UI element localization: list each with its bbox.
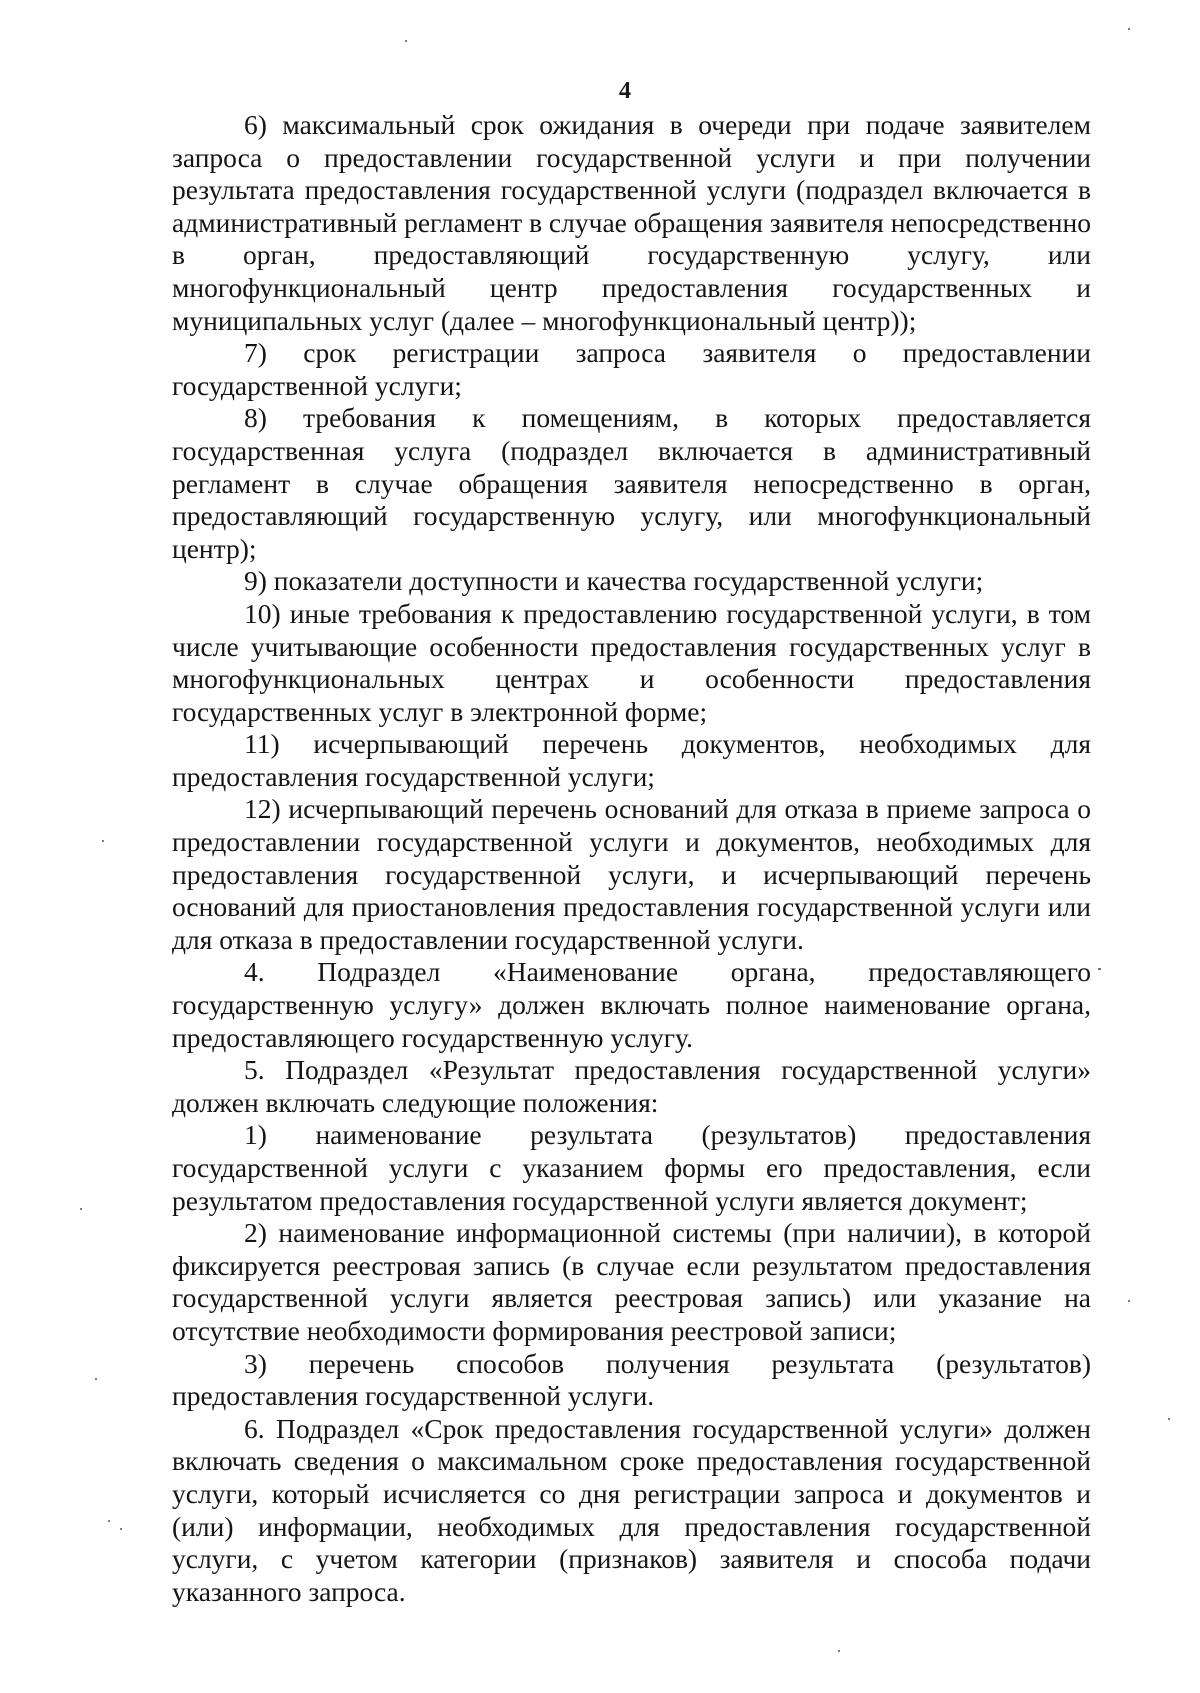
scan-speck: [120, 1528, 122, 1530]
paragraph-section-5-item-3: 3) перечень способов получения результата (результатов) предоставления государственной услуги.: [172, 1347, 1091, 1412]
paragraph-section-6: 6. Подраздел «Срок предоставления государственной услуги» должен включать сведения о максимальном сроке предоставления государственной услуги, который исчисляется со дня регистрации запроса и документов и (или) информации, необходимых для предоставления государственной услуги, с учетом категории (признаков) заявителя и способа подачи указанного запроса.: [172, 1412, 1091, 1607]
scan-speck: [95, 1378, 97, 1380]
paragraph-section-5: 5. Подраздел «Результат предоставления государственной услуги» должен включать следующие положения:: [172, 1054, 1091, 1118]
scan-speck: [1098, 968, 1101, 970]
paragraph-item-8: 8) требования к помещениям, в которых предоставляется государственная услуга (подраздел включается в административный регламент в случае обращения заявителя непосредственно в орган, предоставляющий государственную услугу, или многофункциональный центр);: [172, 402, 1091, 564]
paragraph-item-12: 12) исчерпывающий перечень оснований для отказа в приеме запроса о предоставлении государственной услуги и документов, необходимых для предоставления государственной услуги, и исчерпывающий перечень оснований для приостановления предоставления государственной услуги или для отказа в предоставлении государственной услуги.: [172, 793, 1091, 955]
paragraph-section-5-item-2: 2) наименование информационной системы (при наличии), в которой фиксируется реестровая запись (в случае если результатом предоставления государственной услуги является реестровая запись) или указание на отсутствие необходимости формирования реестровой записи;: [172, 1217, 1091, 1346]
scan-speck: [1128, 1300, 1130, 1302]
paragraph-item-11: 11) исчерпывающий перечень документов, необходимых для предоставления государственной услуги;: [172, 728, 1091, 792]
paragraph-item-10: 10) иные требования к предоставлению государственной услуги, в том числе учитывающие особенности предоставления государственных услуг в многофункциональных центрах и особенности предоставления государственных услуг в электронной форме;: [172, 597, 1091, 727]
paragraph-section-4: 4. Подраздел «Наименование органа, предоставляющего государственную услугу» должен включать полное наименование органа, предоставляющего государственную услугу.: [172, 956, 1091, 1053]
scan-speck: [108, 1520, 110, 1522]
paragraph-item-9: 9) показатели доступности и качества государственной услуги;: [244, 565, 984, 597]
scan-speck: [838, 1650, 840, 1652]
scan-speck: [1168, 1418, 1170, 1420]
scan-speck: [102, 840, 104, 842]
scan-speck: [405, 40, 407, 42]
paragraph-item-6: 6) максимальный срок ожидания в очереди при подаче заявителем запроса о предоставлении государственной услуги и при получении результата предоставления государственной услуги (подраздел включается в административный регламент в случае обращения заявителя непосредственно в орган, предоставляющий государственную услугу, или многофункциональный центр предоставления государственных и муниципальных услуг (далее – многофункциональный центр));: [172, 109, 1091, 336]
paragraph-item-7: 7) срок регистрации запроса заявителя о предоставлении государственной услуги;: [172, 337, 1091, 401]
scan-speck: [80, 1208, 82, 1210]
scan-speck: [1128, 28, 1130, 30]
document-body: [172, 109, 1091, 1608]
page-number: 4: [619, 78, 631, 104]
paragraph-section-5-item-1: 1) наименование результата (результатов) предоставления государственной услуги с указанием формы его предоставления, если результатом предоставления государственной услуги является документ;: [172, 1119, 1091, 1216]
